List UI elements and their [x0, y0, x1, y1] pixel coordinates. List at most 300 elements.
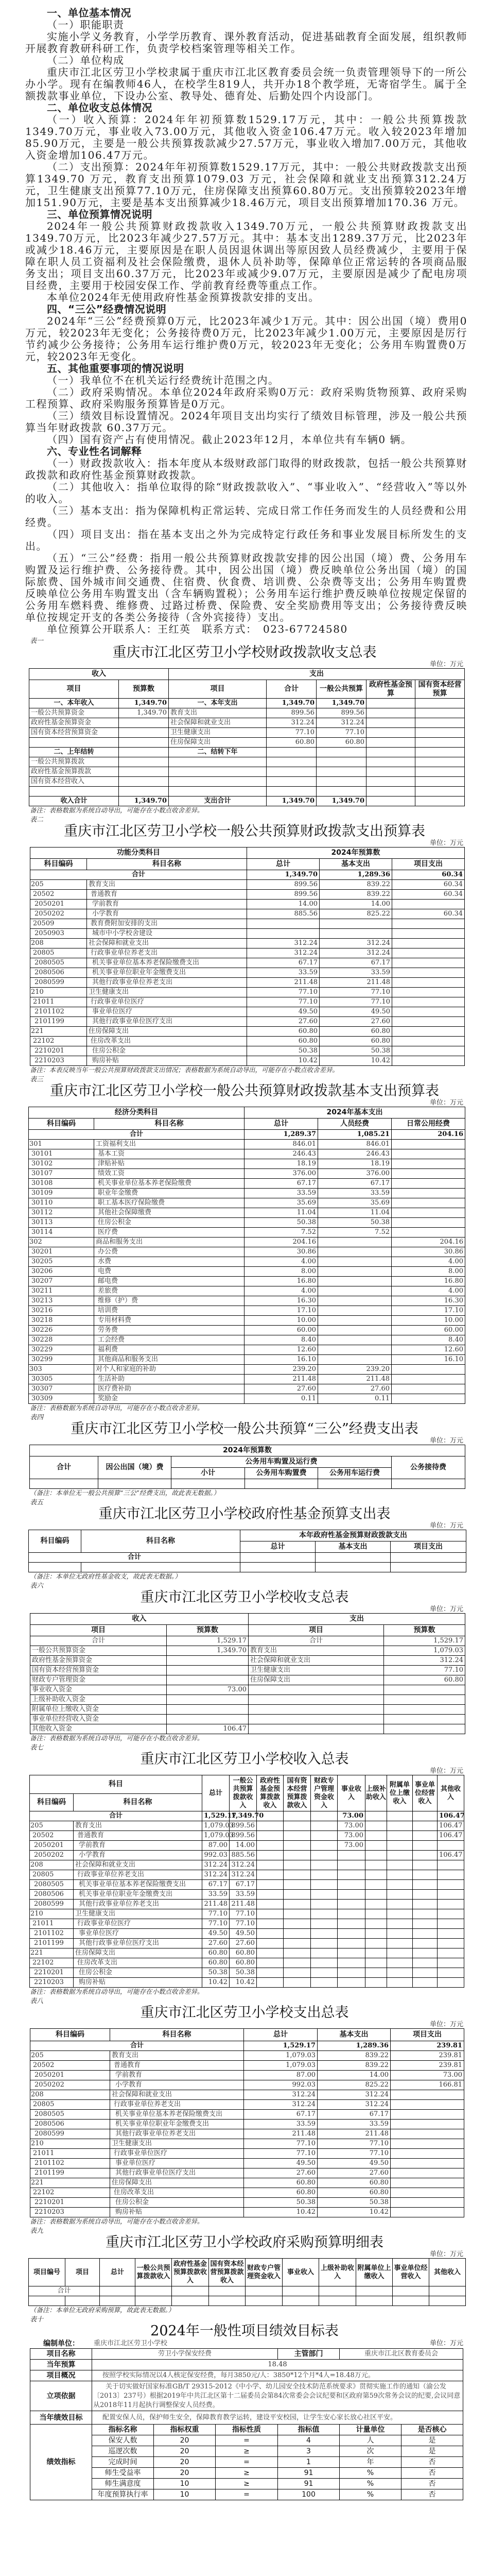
amount-cell [391, 2100, 464, 2110]
indicator-cell: 91 [278, 2468, 340, 2479]
amount-cell [257, 1900, 284, 1909]
item-cell: 一般公共预算资金 [29, 708, 119, 718]
table-1-unit: 单位：万元 [429, 660, 463, 668]
table-row [30, 900, 465, 909]
indicator-row [30, 2489, 463, 2500]
amount-cell [209, 2296, 246, 2306]
item-cell: 一、本年支出 [169, 699, 267, 708]
subject-code: 30305 [29, 1375, 94, 1384]
paragraph: （一）我单位不在机关运行经费统计范围之内。 [47, 374, 280, 386]
amount-cell: 12.60 [244, 1345, 318, 1355]
total-value: 1,289.36 [318, 2041, 391, 2051]
table-row [30, 1715, 465, 1724]
header-col: 上级补助收入 [365, 1775, 387, 1811]
amount-cell [338, 1968, 365, 1978]
amount-cell [392, 1228, 465, 1238]
amount-cell [318, 1345, 392, 1355]
header-economic-classification: 经济分类科目 [29, 1107, 244, 1118]
amount-cell [438, 1860, 464, 1870]
header-functional-classification: 功能分类科目 [30, 848, 247, 859]
item-cell: 一、本年收入 [29, 699, 119, 708]
amount-cell: 204.16 [392, 1238, 465, 1247]
amount-cell: 1,079.03 [244, 2061, 318, 2071]
amount-cell: 60.80 [244, 2188, 318, 2198]
table-row [29, 1267, 465, 1277]
amount-cell: 312.24 [320, 948, 392, 958]
subject-name: 学前教育 [74, 1841, 202, 1851]
amount-cell: 67.17 [318, 1179, 392, 1189]
table-row [30, 1939, 464, 1948]
table-row [30, 2110, 464, 2120]
amount-cell: 50.38 [247, 1046, 320, 1056]
amount-cell [413, 1948, 438, 1958]
amount-cell [415, 738, 465, 748]
amount-cell [167, 1695, 249, 1705]
subject-name: 绩效工资 [94, 1169, 244, 1179]
table-row [29, 1140, 465, 1149]
amount-cell [365, 1939, 387, 1948]
indicator-row [30, 2468, 463, 2479]
amount-cell [438, 1841, 464, 1851]
header-col: 附属单位上缴收入 [387, 1775, 413, 1811]
amount-cell [267, 748, 317, 757]
table-row [30, 1705, 465, 1715]
basis-label: 立项依据 [30, 2381, 92, 2411]
indicator-header: 指标性质 [216, 2425, 278, 2435]
amount-cell: 14.00 [230, 1841, 257, 1851]
amount-cell: 1,349.70 [119, 708, 169, 718]
amount-cell: 899.56 [267, 708, 317, 718]
indicator-cell: 次 [340, 2446, 401, 2457]
section-heading: 五、其他重要事项的情况说明 [47, 362, 184, 375]
amount-cell: 166.81 [391, 2080, 464, 2090]
header-abroad: 因公出国（境）费 [98, 1456, 171, 1479]
amount-cell [167, 1666, 249, 1675]
amount-cell: 30.86 [244, 1247, 318, 1257]
item-cell: 政府性基金预算资金 [29, 718, 119, 728]
amount-cell: 60.80 [318, 2188, 391, 2198]
subject-code: 221 [30, 2178, 110, 2188]
amount-cell [284, 1890, 311, 1900]
amount-cell: 239.20 [244, 1365, 318, 1375]
general-budget-expenditure-table [30, 847, 465, 1066]
table-row [30, 1870, 464, 1880]
table-3-block [0, 1076, 489, 1412]
amount-cell: 312.24 [320, 939, 392, 948]
amount-cell [267, 757, 317, 767]
amount-cell [311, 1968, 338, 1978]
amount-cell [387, 1929, 413, 1939]
table-row [30, 1890, 464, 1900]
subject-name: 基本工资 [94, 1149, 244, 1159]
subject-name: 行政事业单位医疗 [74, 1919, 202, 1929]
amount-cell [365, 1831, 387, 1841]
table-row [29, 777, 465, 787]
item-cell: 二、结转下年 [169, 748, 267, 757]
amount-cell [365, 1929, 387, 1939]
table-row [29, 1218, 465, 1228]
total-row [29, 2286, 466, 2296]
header-fund-expenditure: 本年政府性基金预算财政拨款支出 [240, 1530, 466, 1541]
amount-cell [318, 1335, 392, 1345]
amount-cell [338, 1958, 365, 1968]
total-row [29, 1130, 465, 1140]
amount-cell [392, 1218, 465, 1228]
subject-name: 邮电费 [94, 1277, 244, 1286]
amount-cell: 67.17 [318, 2110, 391, 2120]
total-value: 239.81 [391, 2041, 464, 2051]
amount-cell: 35.69 [318, 1198, 392, 1208]
amount-cell [392, 988, 465, 997]
subject-code: 30307 [29, 1384, 94, 1394]
amount-cell [318, 1277, 392, 1286]
subject-name: 社会保障和就业支出 [110, 2090, 244, 2100]
amount-cell: 10.42 [318, 2208, 391, 2217]
amount-cell [365, 1919, 387, 1929]
subject-name: 住房保障支出 [110, 2178, 244, 2188]
amount-cell [318, 1257, 392, 1267]
subject-code: 2080505 [30, 958, 87, 968]
amount-cell [392, 1179, 465, 1189]
subject-name: 津贴补贴 [94, 1159, 244, 1169]
amount-cell [284, 1860, 311, 1870]
amount-cell: 77.10 [247, 997, 320, 1007]
amount-cell: 60.80 [267, 738, 317, 748]
subject-name: 其他商品和服务支出 [94, 1355, 244, 1365]
table-row [30, 1968, 464, 1978]
subject-code: 30102 [29, 1159, 94, 1169]
subject-name: 工资福利支出 [94, 1140, 244, 1149]
amount-cell [311, 1851, 338, 1860]
amount-cell: 4.00 [392, 1286, 465, 1296]
amount-cell: 50.38 [318, 2198, 391, 2208]
amount-cell: 10.42 [230, 1978, 257, 1988]
amount-cell [311, 1821, 338, 1831]
amount-cell [392, 1140, 465, 1149]
overview-label: 项目概况 [30, 2370, 92, 2381]
indicator-header: 计量单位 [340, 2425, 401, 2435]
amount-cell [413, 1919, 438, 1929]
table-row [30, 2120, 464, 2129]
paragraph: （四）国有资产占有使用情况。截止2023年12月，本单位共有车辆0 辆。 [47, 433, 412, 446]
total-value [316, 1553, 391, 1563]
amount-cell: 246.43 [318, 1149, 392, 1159]
subject-code: 208 [30, 1860, 74, 1870]
total-label: 合计 [30, 2041, 244, 2051]
amount-cell [392, 968, 465, 978]
header-name: 科目名称 [87, 859, 247, 870]
amount-cell [246, 2286, 283, 2296]
amount-cell [257, 1978, 284, 1988]
amount-cell [387, 1870, 413, 1880]
subject-name: 社会保障和就业支出 [87, 939, 247, 948]
subject-name: 电费 [94, 1267, 244, 1277]
item-cell: 合计 [249, 1636, 384, 1646]
table-10-block [0, 2316, 489, 2500]
item-cell: 住房保障支出 [249, 1675, 384, 1685]
indicator-cell: 保安人数 [92, 2435, 154, 2446]
table-row [29, 1563, 466, 1572]
subject-name: 工会经费 [94, 1335, 244, 1345]
table-row [29, 1257, 465, 1267]
header-car: 公务用车购置及运行费 [171, 1456, 392, 1468]
amount-cell: 8.00 [392, 1267, 465, 1277]
item-cell [29, 738, 119, 748]
amount-cell [384, 1705, 465, 1715]
table-row [30, 1948, 464, 1958]
org-line [0, 2339, 489, 2348]
amount-cell [438, 1968, 464, 1978]
amount-cell [438, 1978, 464, 1988]
amount-cell [257, 1821, 284, 1831]
amount-cell: 77.10 [317, 728, 366, 738]
amount-cell: 77.10 [244, 2139, 318, 2149]
amount-cell [311, 1948, 338, 1958]
subject-code: 20805 [30, 1870, 74, 1880]
amount-cell: 60.00 [392, 1326, 465, 1335]
amount-cell: 899.56 [317, 708, 366, 718]
amount-cell [366, 777, 415, 787]
table-row [29, 1326, 465, 1335]
table-5-title: 重庆市江北区劳卫小学校政府性基金预算支出表 [98, 1506, 391, 1522]
header-2024-budget: 2024年预算数 [247, 848, 465, 859]
item-cell: 财政专户管理资金 [30, 1675, 167, 1685]
table-8-unit: 单位：万元 [429, 2021, 463, 2028]
amount-cell: 14.00 [318, 2071, 391, 2080]
table-8-label: 表八 [30, 1997, 44, 2005]
amount-cell [257, 1958, 284, 1968]
total-value: 73.00 [338, 1811, 365, 1821]
income-expenditure-summary-table [30, 1613, 465, 1734]
amount-cell: 27.60 [244, 2168, 318, 2178]
amount-cell [284, 1900, 311, 1909]
subject-name: 医疗费 [94, 1228, 244, 1238]
amount-cell: 27.60 [230, 1939, 257, 1948]
fiscal-appropriation-summary-table [29, 668, 465, 806]
header-col: 事业收入 [283, 2259, 319, 2286]
amount-cell: 376.00 [318, 1169, 392, 1179]
header-code: 科目编码 [29, 1530, 81, 1553]
table-row [29, 1228, 465, 1238]
table-row [29, 1384, 465, 1394]
budget-value: 18.48 [92, 2360, 463, 2370]
amount-cell [100, 2286, 135, 2296]
indicator-cell: 20 [154, 2468, 216, 2479]
amount-cell: 77.10 [202, 1909, 230, 1919]
amount-cell [284, 1939, 311, 1948]
subject-code: 30213 [29, 1296, 94, 1306]
table-row [30, 978, 465, 988]
amount-cell [311, 1958, 338, 1968]
amount-cell: 1,079.03 [244, 2051, 318, 2061]
amount-cell [257, 1948, 284, 1958]
header-total: 总计 [244, 2029, 318, 2041]
total-value: 60.34 [392, 870, 465, 880]
header-reception: 公务接待费 [392, 1456, 465, 1479]
amount-cell: 312.24 [247, 939, 320, 948]
amount-cell: 211.48 [230, 1900, 257, 1909]
header-col: 上级补助收入 [319, 2259, 356, 2286]
subject-code: 30107 [29, 1169, 94, 1179]
amount-cell [387, 1880, 413, 1890]
subject-name: 专用材料费 [94, 1316, 244, 1326]
table-row [30, 2080, 464, 2090]
subject-name: 其他行政事业单位医疗支出 [74, 1939, 202, 1948]
subject-code: 22102 [30, 1037, 87, 1046]
amount-cell: 10.42 [247, 1056, 320, 1066]
subject-code: 2210203 [30, 1056, 87, 1066]
amount-cell [338, 1909, 365, 1919]
table-9-label: 表九 [30, 2227, 44, 2235]
subject-name: 其他行政事业单位医疗支出 [110, 2168, 244, 2178]
indicators-label: 绩效指标 [30, 2425, 92, 2500]
indicator-row [30, 2479, 463, 2489]
table-row [30, 1880, 464, 1890]
subject-code: 30114 [29, 1228, 94, 1238]
amount-cell [366, 748, 415, 757]
amount-cell [257, 1851, 284, 1860]
item-cell: 教育支出 [249, 1646, 384, 1656]
item-cell [249, 1695, 384, 1705]
amount-cell [319, 2286, 356, 2296]
table-row [30, 2139, 464, 2149]
subject-name: 社会保障和就业支出 [74, 1860, 202, 1870]
amount-cell [135, 2286, 172, 2296]
amount-cell [365, 1870, 387, 1880]
table-row [29, 1345, 465, 1355]
amount-cell: 106.47 [438, 1821, 464, 1831]
amount-cell [366, 796, 415, 806]
section-heading: 二、单位收支总体情况 [47, 101, 152, 114]
amount-cell [365, 1978, 387, 1988]
amount-cell: 211.48 [244, 2129, 318, 2139]
amount-cell [318, 1296, 392, 1306]
subject-code: 22102 [30, 1958, 74, 1968]
amount-cell [391, 2188, 464, 2198]
table-row [30, 880, 465, 890]
amount-cell: 10.42 [202, 1978, 230, 1988]
amount-cell: 7.52 [318, 1228, 392, 1238]
table-row [29, 1159, 465, 1169]
amount-cell: 60.80 [384, 1675, 465, 1685]
amount-cell [311, 1890, 338, 1900]
subject-name: 行政事业单位养老支出 [110, 2100, 244, 2110]
subject-name: 其他行政事业单位养老支出 [87, 978, 247, 988]
header-car-running: 公务用车运行费 [318, 1468, 392, 1479]
table-9-note: （备注：本单位无政府采购预算，故此表无数据。） [30, 2306, 175, 2314]
amount-cell: 67.17 [244, 1179, 318, 1189]
table-row [30, 1636, 465, 1646]
header-basic: 基本支出 [318, 2029, 391, 2041]
amount-cell [392, 1046, 465, 1056]
amount-cell [338, 1851, 365, 1860]
header-name: 科目名称 [94, 1118, 244, 1130]
amount-cell [366, 738, 415, 748]
amount-cell: 376.00 [244, 1169, 318, 1179]
amount-cell: 18.19 [244, 1159, 318, 1169]
amount-cell [284, 1870, 311, 1880]
table-row [30, 1851, 464, 1860]
subject-code: 30216 [29, 1306, 94, 1316]
table-7-label: 表七 [30, 1744, 44, 1752]
amount-cell [284, 1821, 311, 1831]
amount-cell [392, 1017, 465, 1027]
paragraph: （二）政府采购情况。本单位2024年政府采购0万元：政府采购货物预算、政府采购工程预算、政府采购服务预算皆是0万元。 [25, 386, 467, 410]
subject-name: 教育支出 [87, 880, 247, 890]
amount-cell [391, 2208, 464, 2217]
amount-cell [413, 1880, 438, 1890]
subject-code: 2210203 [30, 1978, 74, 1988]
org-name: 重庆市江北区劳卫小学校 [94, 2340, 168, 2347]
amount-cell: 312.24 [230, 1870, 257, 1880]
paragraph: （三）基本支出：指为保障机构正常运转、完成日常工作任务而发生的人员经费和公用经费。 [25, 504, 467, 529]
total-row [30, 2041, 464, 2051]
subject-name: 行政事业单位医疗 [87, 997, 247, 1007]
subject-code: 2050903 [30, 929, 87, 939]
section-heading: 六、专业性名词解释 [47, 445, 142, 457]
subject-name: 住房改革支出 [74, 1958, 202, 1968]
table-4-unit: 单位：万元 [429, 1437, 463, 1445]
amount-cell: 49.50 [318, 2159, 391, 2168]
table-row [30, 1017, 465, 1027]
amount-cell [392, 1394, 465, 1404]
subject-code: 2050202 [30, 2080, 110, 2090]
indicator-cell: 完成时间 [92, 2457, 154, 2468]
amount-cell: 60.80 [318, 2178, 391, 2188]
amount-cell: 77.10 [267, 728, 317, 738]
subject-code: 30299 [29, 1355, 94, 1365]
amount-cell: 50.38 [318, 1218, 392, 1228]
total-value [387, 1811, 413, 1821]
amount-cell: 50.38 [320, 1046, 392, 1056]
table-row [30, 1685, 465, 1695]
amount-cell [284, 1958, 311, 1968]
amount-cell: 17.10 [392, 1306, 465, 1316]
subject-code: 2080505 [30, 2110, 110, 2120]
subject-code: 301 [29, 1140, 94, 1149]
amount-cell: 73.00 [338, 1831, 365, 1841]
amount-cell [392, 948, 465, 958]
item-cell [249, 1724, 384, 1734]
amount-cell: 10.00 [244, 1316, 318, 1326]
subject-code: 21011 [30, 997, 87, 1007]
header-col: 事业单位经营收入 [413, 1775, 438, 1811]
section-heading: 四、“三公”经费情况说明 [47, 303, 167, 315]
total-label: 合计 [30, 870, 247, 880]
subject-code: 30228 [29, 1335, 94, 1345]
amount-cell: 27.60 [320, 1017, 392, 1027]
amount-cell [387, 1821, 413, 1831]
amount-cell [392, 1159, 465, 1169]
subject-name: 生活补助 [94, 1375, 244, 1384]
amount-cell: 899.56 [230, 1831, 257, 1841]
subject-name: 教育支出 [74, 1821, 202, 1831]
table-row [30, 929, 465, 939]
table-row [29, 728, 465, 738]
paragraph: （五）“三公”经费：指用一般公共预算财政拨款安排的因公出国（境）费、公务用车购置及运行维护费、公务接待费。其中，因公出国（境）费反映单位公务出国（境）的国际旅费、国外城市间交通费、住宿费、伙食费、培训费、公杂费等支出；公务用车购置费反映单位公务用车购置支出（含车辆购置税）；公务用车运行维护费反映单位按规定保留的公务用车燃料费、维修费、过路过桥费、保险费、安全奖励费用等支出；公务接待费反映单位按规定开支的各类公务接待（含外宾接待）支出。 [25, 552, 467, 623]
amount-cell [284, 1841, 311, 1851]
amount-cell [391, 2139, 464, 2149]
amount-cell: 33.59 [318, 2120, 391, 2129]
table-row [30, 968, 465, 978]
header-col: 国有资本经营预算拨款收入 [209, 2259, 246, 2286]
amount-cell [392, 1365, 465, 1375]
subject-name: 维修（护）费 [94, 1296, 244, 1306]
table-8-title: 重庆市江北区劳卫小学校支出总表 [140, 2005, 349, 2021]
table-row [30, 1919, 464, 1929]
total-row [29, 699, 465, 708]
amount-cell: 14.00 [247, 900, 320, 909]
